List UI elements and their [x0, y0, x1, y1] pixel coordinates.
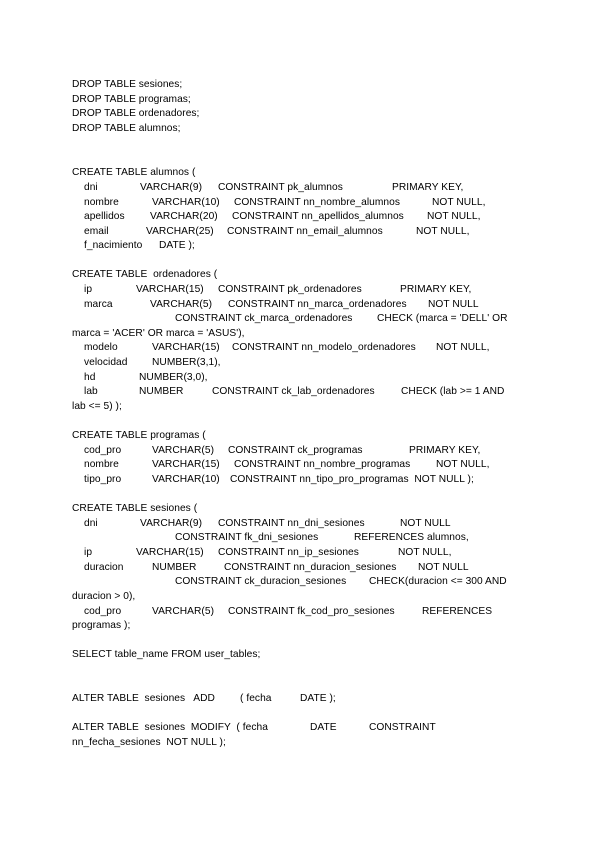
code-text-run: VARCHAR(20) [150, 211, 218, 222]
code-text-run: VARCHAR(25) [146, 226, 214, 237]
code-text-run: VARCHAR(9) [140, 518, 203, 529]
code-text-run: NUMBER [139, 386, 184, 397]
code-text-run: NUMBER(3,0), [139, 372, 208, 383]
code-text-run: VARCHAR(15) [136, 284, 204, 295]
code-text-run: NOT NULL [400, 518, 451, 529]
code-text-run: CONSTRAINT nn_nombre_programas [234, 459, 411, 470]
code-text-run: VARCHAR(9) [140, 182, 203, 193]
code-text-run: nombre [84, 197, 119, 208]
code-text-run: lab [84, 386, 98, 397]
code-text-run: VARCHAR(15) [152, 342, 220, 353]
code-text-run: NOT NULL, [398, 547, 452, 558]
code-text-run: lab <= 5) ); [72, 401, 122, 412]
code-text-run: CONSTRAINT fk_cod_pro_sesiones [228, 606, 395, 617]
code-text-run: CONSTRAINT nn_nombre_alumnos [234, 197, 400, 208]
code-text-run: CREATE TABLE ordenadores ( [72, 269, 218, 280]
code-text-run: duracion > 0), [72, 591, 136, 602]
code-text-run: CONSTRAINT nn_duracion_sesiones [224, 562, 397, 573]
code-text-run: VARCHAR(15) [152, 459, 220, 470]
code-text-run: CONSTRAINT nn_marca_ordenadores [228, 299, 407, 310]
code-text-run: VARCHAR(10) [152, 197, 220, 208]
code-text-run: CREATE TABLE alumnos ( [72, 167, 196, 178]
code-text-run: cod_pro [84, 606, 122, 617]
code-text-run: NOT NULL, [436, 459, 490, 470]
code-text-run: modelo [84, 342, 118, 353]
code-text-run: marca = 'ACER' OR marca = 'ASUS'), [72, 328, 245, 339]
code-text-run: SELECT table_name FROM user_tables; [72, 649, 261, 660]
code-text-run: CONSTRAINT fk_dni_sesiones [175, 532, 319, 543]
code-text-run: NOT NULL, [427, 211, 481, 222]
code-text-run: CREATE TABLE programas ( [72, 430, 206, 441]
code-text-run: PRIMARY KEY, [400, 284, 472, 295]
code-text-run: DROP TABLE sesiones; [72, 79, 183, 90]
code-text-run: tipo_pro [84, 474, 122, 485]
code-text-run: CONSTRAINT pk_ordenadores [218, 284, 362, 295]
code-text-run: DATE [310, 722, 337, 733]
code-text-run: dni [84, 182, 98, 193]
code-text-run: CONSTRAINT ck_programas [228, 445, 363, 456]
code-text-run: VARCHAR(15) [136, 547, 204, 558]
code-text-run: ALTER TABLE sesiones ADD [72, 693, 215, 704]
code-text-run: DROP TABLE programas; [72, 94, 191, 105]
code-text-run: CONSTRAINT nn_tipo_pro_programas NOT NULL ); [230, 474, 474, 485]
code-text-run: PRIMARY KEY, [392, 182, 464, 193]
code-text-run: VARCHAR(5) [152, 445, 215, 456]
code-text-run: NOT NULL [418, 562, 469, 573]
code-text-run: apellidos [84, 211, 125, 222]
code-text-run: NUMBER(3,1), [152, 357, 221, 368]
code-text-run: DATE ); [159, 240, 195, 251]
code-text-run: ip [84, 284, 93, 295]
code-text-run: programas ); [72, 620, 131, 631]
code-text-run: CONSTRAINT nn_dni_sesiones [218, 518, 365, 529]
code-text-run: f_nacimiento [84, 240, 143, 251]
code-text-run: DROP TABLE ordenadores; [72, 108, 200, 119]
code-text-run: CONSTRAINT nn_apellidos_alumnos [232, 211, 404, 222]
code-text-run: NOT NULL [428, 299, 479, 310]
code-text-run: NOT NULL, [416, 226, 470, 237]
code-text-run: CONSTRAINT ck_duracion_sesiones [175, 576, 347, 587]
code-text-run: PRIMARY KEY, [409, 445, 481, 456]
code-text-run: CREATE TABLE sesiones ( [72, 503, 198, 514]
code-text-run: VARCHAR(5) [152, 606, 215, 617]
code-text-run: CONSTRAINT ck_lab_ordenadores [212, 386, 375, 397]
code-text-run: cod_pro [84, 445, 122, 456]
code-text-run: CONSTRAINT nn_modelo_ordenadores [232, 342, 416, 353]
code-text-run: CHECK (lab >= 1 AND [401, 386, 505, 397]
code-text-run: CONSTRAINT [369, 722, 436, 733]
code-text-run: hd [84, 372, 96, 383]
code-text-run: CONSTRAINT ck_marca_ordenadores [175, 313, 353, 324]
code-text-run: VARCHAR(5) [150, 299, 213, 310]
code-text-run: VARCHAR(10) [152, 474, 220, 485]
code-text-run: NOT NULL, [432, 197, 486, 208]
code-text-run: NUMBER [152, 562, 197, 573]
code-text-run: CONSTRAINT nn_ip_sesiones [218, 547, 359, 558]
code-text-run: DATE ); [300, 693, 336, 704]
code-text-run: DROP TABLE alumnos; [72, 123, 181, 134]
code-text-run: NOT NULL, [436, 342, 490, 353]
code-text-run: CHECK (marca = 'DELL' OR [377, 313, 508, 324]
code-text-run: ip [84, 547, 93, 558]
code-text-run: REFERENCES alumnos, [354, 532, 469, 543]
code-text-run: ( fecha [240, 693, 272, 704]
code-text-run: CHECK(duracion <= 300 AND [369, 576, 507, 587]
code-text-run: dni [84, 518, 98, 529]
code-text-run: velocidad [84, 357, 128, 368]
code-text-run: CONSTRAINT pk_alumnos [218, 182, 343, 193]
code-text-run: CONSTRAINT nn_email_alumnos [227, 226, 383, 237]
code-text-run: marca [84, 299, 113, 310]
code-text-run: duracion [84, 562, 124, 573]
code-text-run: email [84, 226, 109, 237]
code-text-run: nn_fecha_sesiones NOT NULL ); [72, 737, 226, 748]
code-text-run: nombre [84, 459, 119, 470]
code-text-run: REFERENCES [422, 606, 493, 617]
code-text-run: ALTER TABLE sesiones MODIFY ( fecha [72, 722, 268, 733]
